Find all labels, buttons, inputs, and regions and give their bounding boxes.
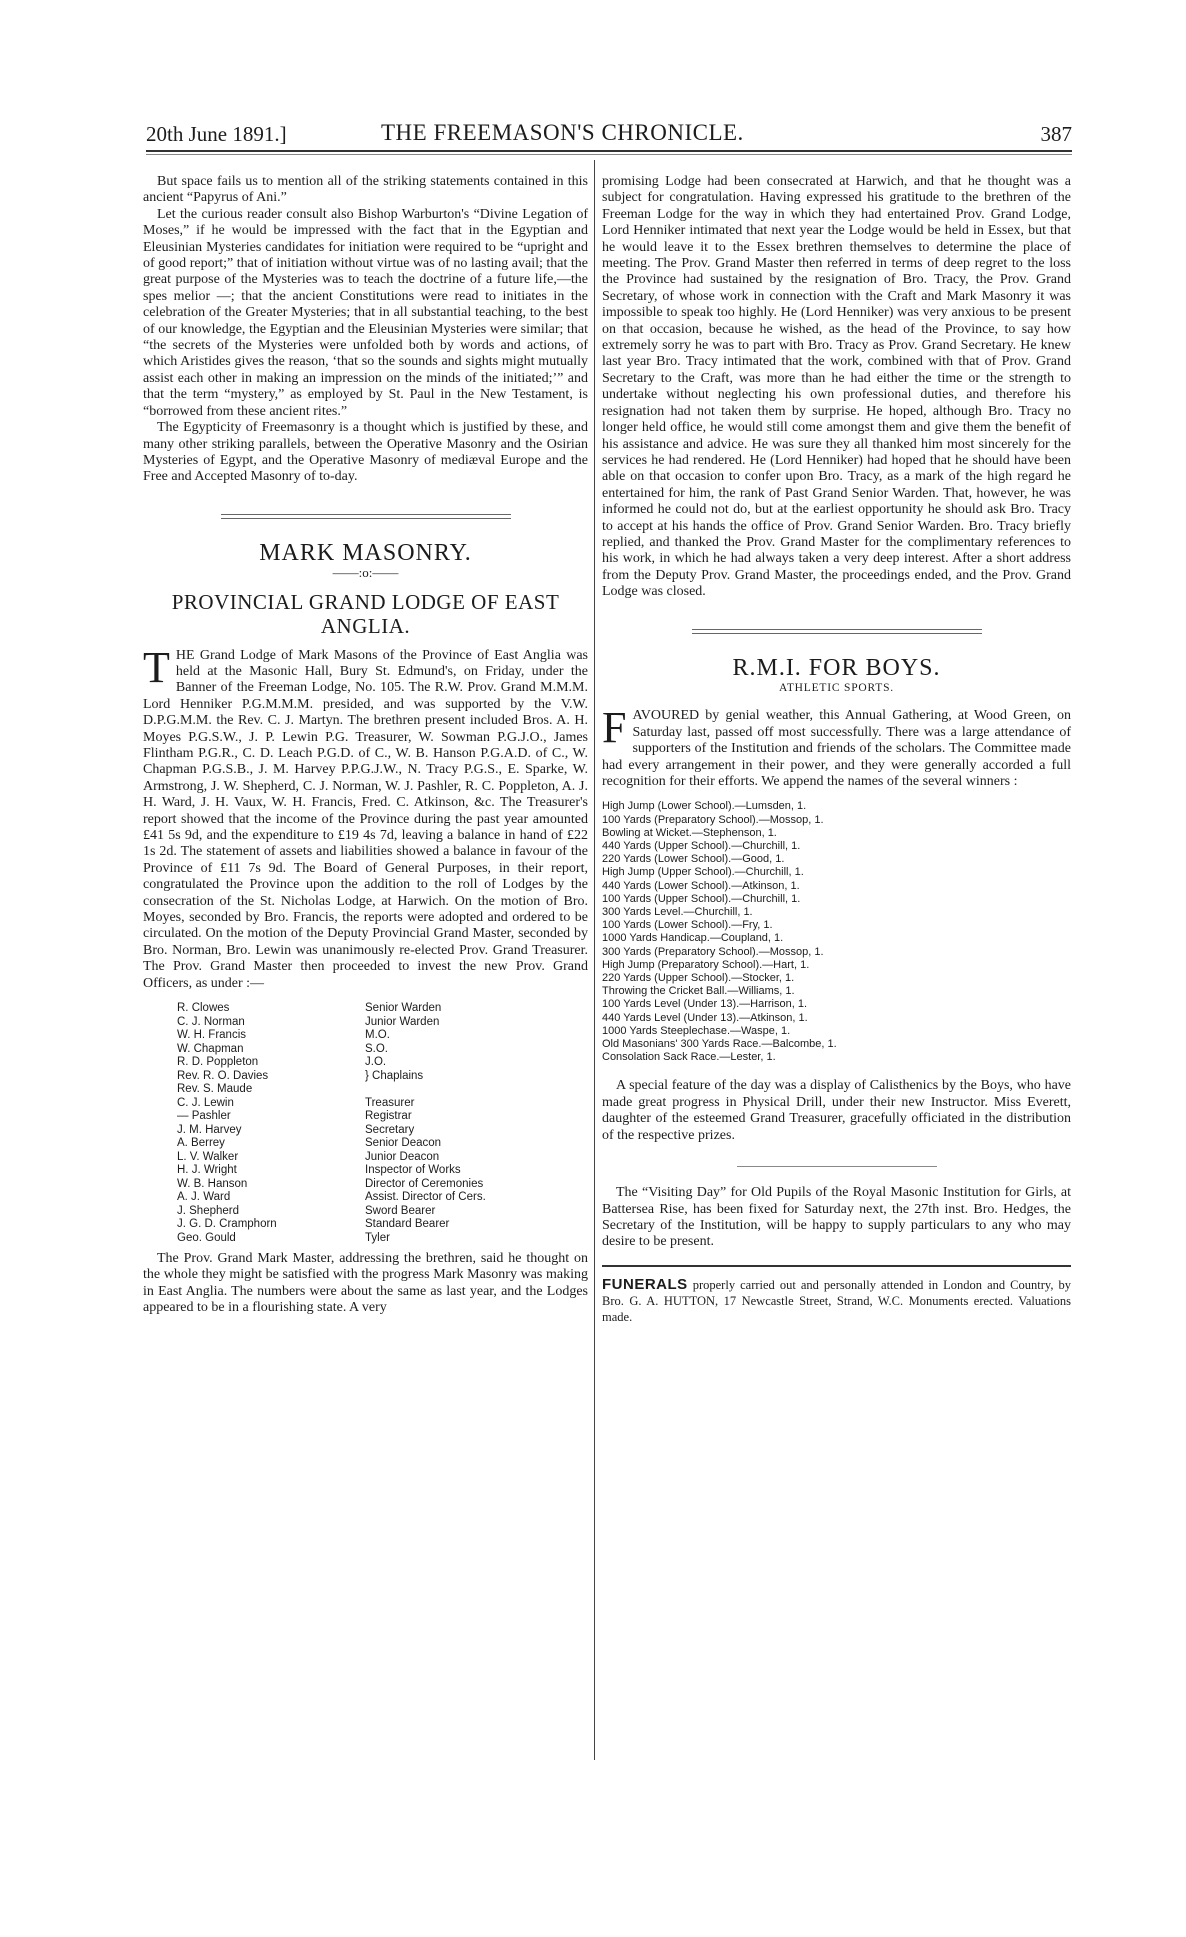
officer-row: W. B. Hanson Director of Ceremonies bbox=[177, 1177, 484, 1190]
rmi-paragraph bbox=[602, 703, 1071, 790]
lodge-report-text: HE Grand Lodge of Mark Masons of the Province of East Anglia was held at the Masonic Hall, Bury St. Edmund's, on Friday, under the Banner of the Freeman Lodge, No. 105. The R.W. Prov. Grand M.M.M. Lord Henniker P.G.M.M.M. presided, and was supported by the V.W. D.P.G.M.M. the Rev. C. J. Martyn. The brethren present included Bros. A. H. Moyes P.G.S.W., J. P. Lewin P.G. Treasurer, W. Sowman P.G.J.O., James Flintham P.G.R., C. D. Leach P.G.D. of C., W. B. Hanson P.G.A.D. of C., W. Chapman P.G.S.B., J. M. Harvey P.P.G.J.W., N. Tracy P.G.S., E. Sparke, W. Armstrong, J. W. Shepherd, C. J. Norman, W. J. Pashler, R. C. Poppleton, A. J. H. Ward, J. H. Vaux, W. H. Francis, Fred. C. Atkinson, &c. The Treasurer's report showed that the income of the Province during the past year amounted £41 5s 9d, and the expenditure to £19 4s 7d, leaving a balance in hand of £22 1s 2d. The statement of assets and liabilities showed a balance in favour of the Province of £11 7s 9d. The Board of General Purposes, in their report, congratulated the Province upon the addition to the roll of Lodges by the consecration of the St. Nicholas Lodge, at Harwich. On the motion of Bro. Moyes, seconded by Bro. Francis, the reports were adopted and ordered to be circulated. On the motion of the Deputy Provincial Grand Master, seconded by Bro. Norman, Bro. Lewin was unanimously re-elected Prov. Grand Treasurer. The Prov. Grand Master then proceeded to invest the new Prov. Grand Officers, as under :— bbox=[143, 647, 588, 991]
page-header bbox=[146, 118, 1072, 152]
left-column bbox=[143, 174, 588, 1317]
provincial-lodge-heading: PROVINCIAL GRAND LODGE OF EAST ANGLIA. bbox=[171, 589, 560, 638]
drop-cap-f: F bbox=[602, 703, 627, 753]
funerals-text: properly carried out and personally attended in London and Country, by Bro. G. A. HUTTON, 17 Newcastle Street, Strand, W.C. Monuments erected. Valuations made. bbox=[602, 1277, 1071, 1324]
officer-row: J. G. D. Cramphorn Standard Bearer bbox=[177, 1218, 450, 1231]
list-item: High Jump (Upper School).—Churchill, 1. bbox=[602, 866, 804, 879]
list-item: 440 Yards (Lower School).—Atkinson, 1. bbox=[602, 879, 800, 892]
list-item: 440 Yards (Upper School).—Churchill, 1. bbox=[602, 840, 801, 853]
mark-masonry-heading: MARK MASONRY. bbox=[259, 539, 472, 566]
list-item: Old Masonians' 300 Yards Race.—Balcombe, 1. bbox=[602, 1038, 837, 1051]
officer-row: A. Berrey Senior Deacon bbox=[177, 1137, 442, 1150]
funerals-heading: FUNERALS bbox=[602, 1275, 688, 1293]
list-item: 100 Yards (Upper School).—Churchill, 1. bbox=[602, 892, 801, 905]
officer-row: Rev. S. Maude bbox=[177, 1083, 253, 1096]
right-column bbox=[602, 174, 1071, 1325]
funerals-advert bbox=[602, 1265, 1071, 1325]
athletic-sports-subheading: ATHLETIC SPORTS. bbox=[779, 681, 894, 694]
officer-row: C. J. Norman Junior Warden bbox=[177, 1015, 440, 1028]
calisthenics-paragraph: A special feature of the day was a display of Calisthenics by the Boys, who have made great progress in Physical Drill, under their new Instructor. Miss Everett, daughter of the esteemed Grand Treasurer, gracefully officiated in the distribution of the respective prizes. bbox=[602, 1078, 1071, 1143]
winners-list bbox=[602, 800, 1071, 1064]
section-separator bbox=[221, 514, 511, 519]
officer-row: J. M. Harvey Secretary bbox=[177, 1123, 415, 1136]
rmi-heading: R.M.I. FOR BOYS. bbox=[732, 654, 941, 681]
list-item: 220 Yards (Upper School).—Stocker, 1. bbox=[602, 972, 795, 985]
officer-row: C. J. Lewin Treasurer bbox=[177, 1096, 415, 1109]
section-separator bbox=[692, 629, 982, 634]
officer-row: J. Shepherd Sword Bearer bbox=[177, 1204, 436, 1217]
officer-row: R. Clowes Senior Warden bbox=[177, 1002, 442, 1015]
intro-paragraph-2: Let the curious reader consult also Bishop Warburton's “Divine Legation of Moses,” if he would be impressed with the fact that in the Egyptian and Eleusinian Mysteries candidates for initiation were required to be “upright and of good report;” that of initiation without virtue was of no lasting avail; that the great purpose of the Mysteries was to teach the doctrine of a future life,—the spes melior —; that the ancient Constitutions were read to initiates in the celebration of the Greater Mysteries; that in all substantial teaching, to the best of our knowledge, the Egyptian and the Eleusinian Mysteries were similar; that “the secrets of the Mysteries were unfolded both by words and actions, of which Aristides gives the reason, ‘that so the sounds and sights might mutually assist each other in making an impression on the minds of the initiated;’” and that the term “mystery,” as employed by St. Paul in the New Testament, is “borrowed from these ancient rites.” bbox=[143, 206, 588, 419]
column-divider bbox=[594, 160, 595, 1760]
officer-row: A. J. Ward Assist. Director of Cers. bbox=[177, 1191, 486, 1204]
list-item: 100 Yards (Lower School).—Fry, 1. bbox=[602, 919, 773, 932]
header-rule bbox=[146, 150, 1072, 152]
lodge-report-paragraph bbox=[143, 642, 588, 993]
officer-row: H. J. Wright Inspector of Works bbox=[177, 1164, 461, 1177]
rmi-text: AVOURED by genial weather, this Annual Gathering, at Wood Green, on Saturday last, passed off most successfully. There was a large attendance of supporters of the Institution and friends of the scholars. The Committee made had every arrangement in their power, and they were generally accorded a full recognition for their efforts. We append the names of the several winners : bbox=[602, 708, 1071, 789]
list-item: 100 Yards (Preparatory School).—Mossop, 1. bbox=[602, 813, 824, 826]
visiting-day-paragraph: The “Visiting Day” for Old Pupils of the Royal Masonic Institution for Girls, at Battersea Rise, has been fixed for Saturday next, the 27th inst. Bro. Hedges, the Secretary of the Institution, will be happy to supply particulars to any who may desire to be present. bbox=[602, 1185, 1071, 1250]
list-item: Throwing the Cricket Ball.—Williams, 1. bbox=[602, 985, 795, 998]
officers-table bbox=[177, 1002, 486, 1245]
page-number: 387 bbox=[1040, 122, 1072, 146]
list-item: 1000 Yards Steeplechase.—Waspe, 1. bbox=[602, 1024, 791, 1037]
officer-row: — Pashler Registrar bbox=[177, 1110, 412, 1123]
list-item: Bowling at Wicket.—Stephenson, 1. bbox=[602, 826, 777, 839]
officer-row: R. D. Poppleton J.O. bbox=[177, 1056, 387, 1069]
list-item: 100 Yards Level (Under 13).—Harrison, 1. bbox=[602, 998, 808, 1011]
list-item: 440 Yards Level (Under 13).—Atkinson, 1. bbox=[602, 1011, 808, 1024]
list-item: 1000 Yards Handicap.—Coupland, 1. bbox=[602, 932, 784, 945]
intro-paragraph-3: The Egypticity of Freemasonry is a thought which is justified by these, and many other striking parallels, between the Operative Masonry and the Osirian Mysteries of Egypt, and the Operative Masonry of mediæval Europe and the Free and Accepted Masonry of to-day. bbox=[143, 420, 588, 485]
list-item: High Jump (Preparatory School).—Hart, 1. bbox=[602, 958, 810, 971]
list-item: Consolation Sack Race.—Lester, 1. bbox=[602, 1051, 776, 1064]
ornament-divider: ——:o:—— bbox=[332, 565, 399, 581]
drop-cap-t: T bbox=[143, 642, 170, 692]
officer-row: L. V. Walker Junior Deacon bbox=[177, 1150, 440, 1163]
officer-row: W. Chapman S.O. bbox=[177, 1042, 389, 1055]
officer-row: Rev. R. O. Davies } Chaplains bbox=[177, 1069, 424, 1082]
officer-row: W. H. Francis M.O. bbox=[177, 1029, 390, 1042]
short-separator bbox=[737, 1166, 937, 1167]
list-item: 220 Yards (Lower School).—Good, 1. bbox=[602, 853, 785, 866]
header-rule-thin bbox=[146, 154, 1072, 155]
issue-date: 20th June 1891.] bbox=[146, 122, 287, 146]
officer-row: Geo. Gould Tyler bbox=[177, 1231, 390, 1244]
publication-title: THE FREEMASON'S CHRONICLE. bbox=[381, 120, 744, 145]
closing-paragraph: The Prov. Grand Mark Master, addressing the brethren, said he thought on the whole they might be satisfied with the progress Mark Masonry was making in East Anglia. The numbers were about the same as last year, and the Lodges appeared to be in a flourishing state. A very bbox=[143, 1251, 588, 1316]
list-item: 300 Yards Level.—Churchill, 1. bbox=[602, 906, 753, 919]
list-item: 300 Yards (Preparatory School).—Mossop, 1. bbox=[602, 945, 824, 958]
continuation-paragraph: promising Lodge had been consecrated at Harwich, and that he thought was a subject for congratulation. Having expressed his gratitude to the brethren of the Freeman Lodge for the way in which they had entertained Prov. Grand Lodge, Lord Henniker intimated that next year the Lodge would be held in Essex, but that he would leave it to the Essex brethren themselves to determine the place of meeting. The Prov. Grand Master then referred in terms of deep regret to the loss the Province had sustained by the resignation of Bro. Tracy, the Prov. Grand Secretary, of whose work in connection with the Craft and Mark Masonry it was impossible to speak too highly. He (Lord Henniker) was very anxious to be present on that occasion, because he wished, as the head of the Province, to say how extremely sorry he was to part with Bro. Tracy as Prov. Grand Secretary. He knew last year Bro. Tracy intimated that the work, combined with that of Prov. Grand Secretary to the Craft, was more than he had either the time or the strength to undertake without neglecting his own professional duties, and therefore his resignation had not taken them by surprise. He hoped, although Bro. Tracy no longer held office, he would still come amongst them and give them the benefit of his assistance and advice. He was sure they all thanked him most sincerely for the services he had rendered. He (Lord Henniker) had hoped that he should have been able on that occasion to confer upon Bro. Tracy, as a mark of the high regard he entertained for him, the rank of Past Grand Senior Warden. That, however, he was informed he could not do, but at the earliest opportunity he should ask Bro. Tracy to accept at his hands the office of Prov. Grand Senior Warden. Bro. Tracy briefly replied, and thanked the Prov. Grand Master for the complimentary references to his work, in which he had always taken a very deep interest. After a short address from the Deputy Prov. Grand Master, the proceedings ended, and the Prov. Grand Lodge was closed. bbox=[602, 174, 1071, 600]
intro-paragraph-1: But space fails us to mention all of the striking statements contained in this ancient “Papyrus of Ani.” bbox=[143, 174, 588, 206]
list-item: High Jump (Lower School).—Lumsden, 1. bbox=[602, 800, 807, 813]
